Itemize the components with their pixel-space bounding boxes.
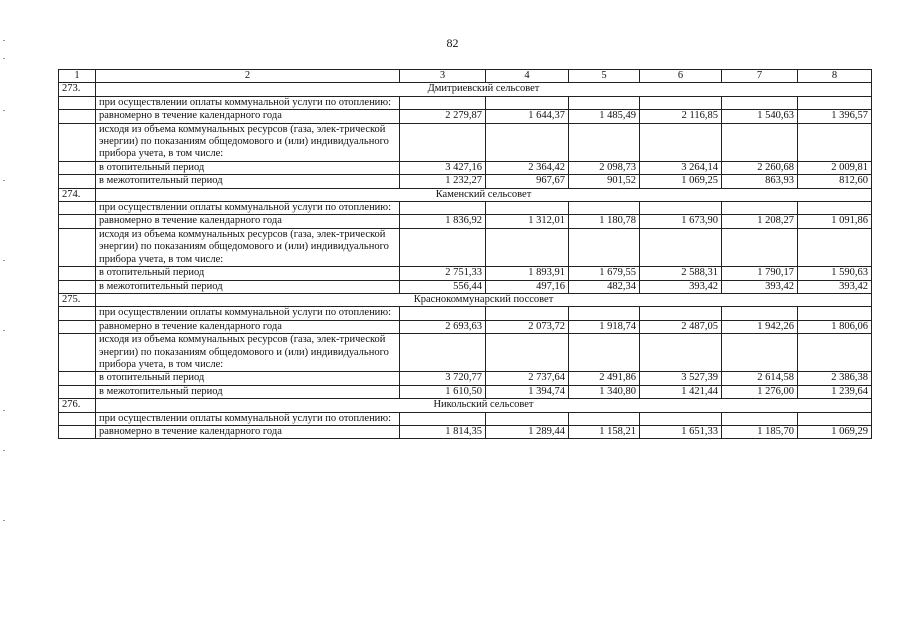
label-row — [59, 228, 872, 266]
value-cell: 1 239,64 — [798, 385, 872, 398]
empty-cell — [486, 123, 569, 161]
section-number: 274. — [59, 188, 96, 201]
empty-cell — [486, 96, 569, 109]
section-row — [59, 399, 872, 412]
value-cell: 1 814,35 — [400, 425, 486, 438]
data-row — [59, 175, 872, 188]
empty-cell — [640, 228, 722, 266]
empty-cell — [722, 334, 798, 372]
data-row — [59, 372, 872, 385]
empty-cell — [640, 307, 722, 320]
section-row — [59, 293, 872, 306]
empty-cell — [569, 334, 640, 372]
value-cell: 393,42 — [722, 280, 798, 293]
value-cell: 1 340,80 — [569, 385, 640, 398]
value-cell: 2 491,86 — [569, 372, 640, 385]
data-row — [59, 161, 872, 174]
label-row — [59, 123, 872, 161]
empty-cell — [798, 202, 872, 215]
index-cell — [59, 267, 96, 280]
index-cell — [59, 334, 96, 372]
section-row — [59, 83, 872, 96]
index-cell — [59, 425, 96, 438]
row-label: равномерно в течение календарного года — [96, 215, 400, 228]
row-label: исходя из объема коммунальных ресурсов (газа, элек-трической энергии) по показаниям общедомового и (или) индивидуального прибора учета, в том числе: — [96, 228, 400, 266]
index-cell — [59, 123, 96, 161]
row-label: в межотопительный период — [96, 175, 400, 188]
column-header: 4 — [486, 70, 569, 83]
value-cell: 2 098,73 — [569, 161, 640, 174]
data-row — [59, 425, 872, 438]
data-row — [59, 215, 872, 228]
row-label: исходя из объема коммунальных ресурсов (газа, элек-трической энергии) по показаниям общедомового и (или) индивидуального прибора учета, в том числе: — [96, 334, 400, 372]
value-cell: 1 394,74 — [486, 385, 569, 398]
value-cell: 1 185,70 — [722, 425, 798, 438]
value-cell: 1 069,29 — [798, 425, 872, 438]
value-cell: 2 751,33 — [400, 267, 486, 280]
value-cell: 901,52 — [569, 175, 640, 188]
value-cell: 1 396,57 — [798, 110, 872, 123]
empty-cell — [486, 412, 569, 425]
column-header: 1 — [59, 70, 96, 83]
data-row — [59, 280, 872, 293]
row-label: равномерно в течение календарного года — [96, 110, 400, 123]
value-cell: 1 232,27 — [400, 175, 486, 188]
value-cell: 1 091,86 — [798, 215, 872, 228]
section-name: Никольский сельсовет — [96, 399, 872, 412]
value-cell: 1 158,21 — [569, 425, 640, 438]
value-cell: 2 487,05 — [640, 320, 722, 333]
empty-cell — [722, 202, 798, 215]
value-cell: 2 737,64 — [486, 372, 569, 385]
empty-cell — [640, 334, 722, 372]
index-cell — [59, 96, 96, 109]
value-cell: 2 614,58 — [722, 372, 798, 385]
index-cell — [59, 372, 96, 385]
value-cell: 1 893,91 — [486, 267, 569, 280]
empty-cell — [722, 412, 798, 425]
value-cell: 1 679,55 — [569, 267, 640, 280]
empty-cell — [400, 202, 486, 215]
value-cell: 1 644,37 — [486, 110, 569, 123]
value-cell: 812,60 — [798, 175, 872, 188]
empty-cell — [400, 307, 486, 320]
index-cell — [59, 161, 96, 174]
column-header: 8 — [798, 70, 872, 83]
column-header-row — [59, 70, 872, 83]
section-row — [59, 188, 872, 201]
label-row — [59, 412, 872, 425]
value-cell: 1 651,33 — [640, 425, 722, 438]
value-cell: 2 364,42 — [486, 161, 569, 174]
empty-cell — [400, 228, 486, 266]
empty-cell — [400, 334, 486, 372]
row-label: в межотопительный период — [96, 385, 400, 398]
value-cell: 2 116,85 — [640, 110, 722, 123]
value-cell: 482,34 — [569, 280, 640, 293]
row-label: при осуществлении оплаты коммунальной услуги по отоплению: — [96, 96, 400, 109]
section-number: 275. — [59, 293, 96, 306]
value-cell: 1 485,49 — [569, 110, 640, 123]
empty-cell — [640, 412, 722, 425]
index-cell — [59, 175, 96, 188]
label-row — [59, 307, 872, 320]
empty-cell — [486, 202, 569, 215]
empty-cell — [640, 123, 722, 161]
value-cell: 1 180,78 — [569, 215, 640, 228]
value-cell: 1 312,01 — [486, 215, 569, 228]
index-cell — [59, 228, 96, 266]
row-label: равномерно в течение календарного года — [96, 425, 400, 438]
empty-cell — [569, 412, 640, 425]
empty-cell — [569, 228, 640, 266]
empty-cell — [722, 96, 798, 109]
value-cell: 393,42 — [798, 280, 872, 293]
value-cell: 2 073,72 — [486, 320, 569, 333]
value-cell: 863,93 — [722, 175, 798, 188]
empty-cell — [722, 307, 798, 320]
value-cell: 3 720,77 — [400, 372, 486, 385]
value-cell: 3 264,14 — [640, 161, 722, 174]
value-cell: 1 276,00 — [722, 385, 798, 398]
empty-cell — [486, 334, 569, 372]
empty-cell — [798, 123, 872, 161]
index-cell — [59, 110, 96, 123]
tariff-table — [58, 69, 872, 439]
value-cell: 1 421,44 — [640, 385, 722, 398]
empty-cell — [400, 123, 486, 161]
index-cell — [59, 202, 96, 215]
index-cell — [59, 307, 96, 320]
value-cell: 1 942,26 — [722, 320, 798, 333]
row-label: в отопительный период — [96, 372, 400, 385]
row-label: при осуществлении оплаты коммунальной услуги по отоплению: — [96, 412, 400, 425]
section-number: 273. — [59, 83, 96, 96]
value-cell: 2 588,31 — [640, 267, 722, 280]
column-header: 5 — [569, 70, 640, 83]
value-cell: 2 693,63 — [400, 320, 486, 333]
value-cell: 1 610,50 — [400, 385, 486, 398]
index-cell — [59, 385, 96, 398]
label-row — [59, 96, 872, 109]
index-cell — [59, 280, 96, 293]
empty-cell — [798, 334, 872, 372]
empty-cell — [798, 96, 872, 109]
empty-cell — [569, 123, 640, 161]
value-cell: 497,16 — [486, 280, 569, 293]
value-cell: 1 790,17 — [722, 267, 798, 280]
row-label: в отопительный период — [96, 267, 400, 280]
empty-cell — [486, 228, 569, 266]
empty-cell — [486, 307, 569, 320]
index-cell — [59, 215, 96, 228]
empty-cell — [722, 123, 798, 161]
value-cell: 2 386,38 — [798, 372, 872, 385]
empty-cell — [798, 412, 872, 425]
row-label: исходя из объема коммунальных ресурсов (газа, элек-трической энергии) по показаниям общедомового и (или) индивидуального прибора учета, в том числе: — [96, 123, 400, 161]
column-header: 3 — [400, 70, 486, 83]
scan-edge-marks — [3, 0, 7, 640]
data-row — [59, 267, 872, 280]
value-cell: 3 527,39 — [640, 372, 722, 385]
row-label: равномерно в течение календарного года — [96, 320, 400, 333]
label-row — [59, 334, 872, 372]
value-cell: 556,44 — [400, 280, 486, 293]
empty-cell — [640, 96, 722, 109]
value-cell: 2 009,81 — [798, 161, 872, 174]
row-label: при осуществлении оплаты коммунальной услуги по отоплению: — [96, 202, 400, 215]
index-cell — [59, 412, 96, 425]
empty-cell — [400, 412, 486, 425]
value-cell: 1 918,74 — [569, 320, 640, 333]
value-cell: 1 289,44 — [486, 425, 569, 438]
value-cell: 3 427,16 — [400, 161, 486, 174]
section-name: Краснокоммунарский поссовет — [96, 293, 872, 306]
index-cell — [59, 320, 96, 333]
label-row — [59, 202, 872, 215]
data-row — [59, 385, 872, 398]
row-label: в отопительный период — [96, 161, 400, 174]
column-header: 7 — [722, 70, 798, 83]
value-cell: 1 540,63 — [722, 110, 798, 123]
section-number: 276. — [59, 399, 96, 412]
empty-cell — [722, 228, 798, 266]
value-cell: 393,42 — [640, 280, 722, 293]
data-row — [59, 110, 872, 123]
row-label: в межотопительный период — [96, 280, 400, 293]
value-cell: 1 208,27 — [722, 215, 798, 228]
section-name: Каменский сельсовет — [96, 188, 872, 201]
value-cell: 1 590,63 — [798, 267, 872, 280]
column-header: 6 — [640, 70, 722, 83]
empty-cell — [569, 202, 640, 215]
value-cell: 2 260,68 — [722, 161, 798, 174]
empty-cell — [400, 96, 486, 109]
value-cell: 2 279,87 — [400, 110, 486, 123]
empty-cell — [798, 307, 872, 320]
row-label: при осуществлении оплаты коммунальной услуги по отоплению: — [96, 307, 400, 320]
value-cell: 1 836,92 — [400, 215, 486, 228]
value-cell: 1 673,90 — [640, 215, 722, 228]
value-cell: 1 806,06 — [798, 320, 872, 333]
column-header: 2 — [96, 70, 400, 83]
empty-cell — [569, 96, 640, 109]
empty-cell — [640, 202, 722, 215]
section-name: Дмитриевский сельсовет — [96, 83, 872, 96]
value-cell: 967,67 — [486, 175, 569, 188]
empty-cell — [798, 228, 872, 266]
page-number: 82 — [446, 36, 459, 50]
empty-cell — [569, 307, 640, 320]
value-cell: 1 069,25 — [640, 175, 722, 188]
data-row — [59, 320, 872, 333]
